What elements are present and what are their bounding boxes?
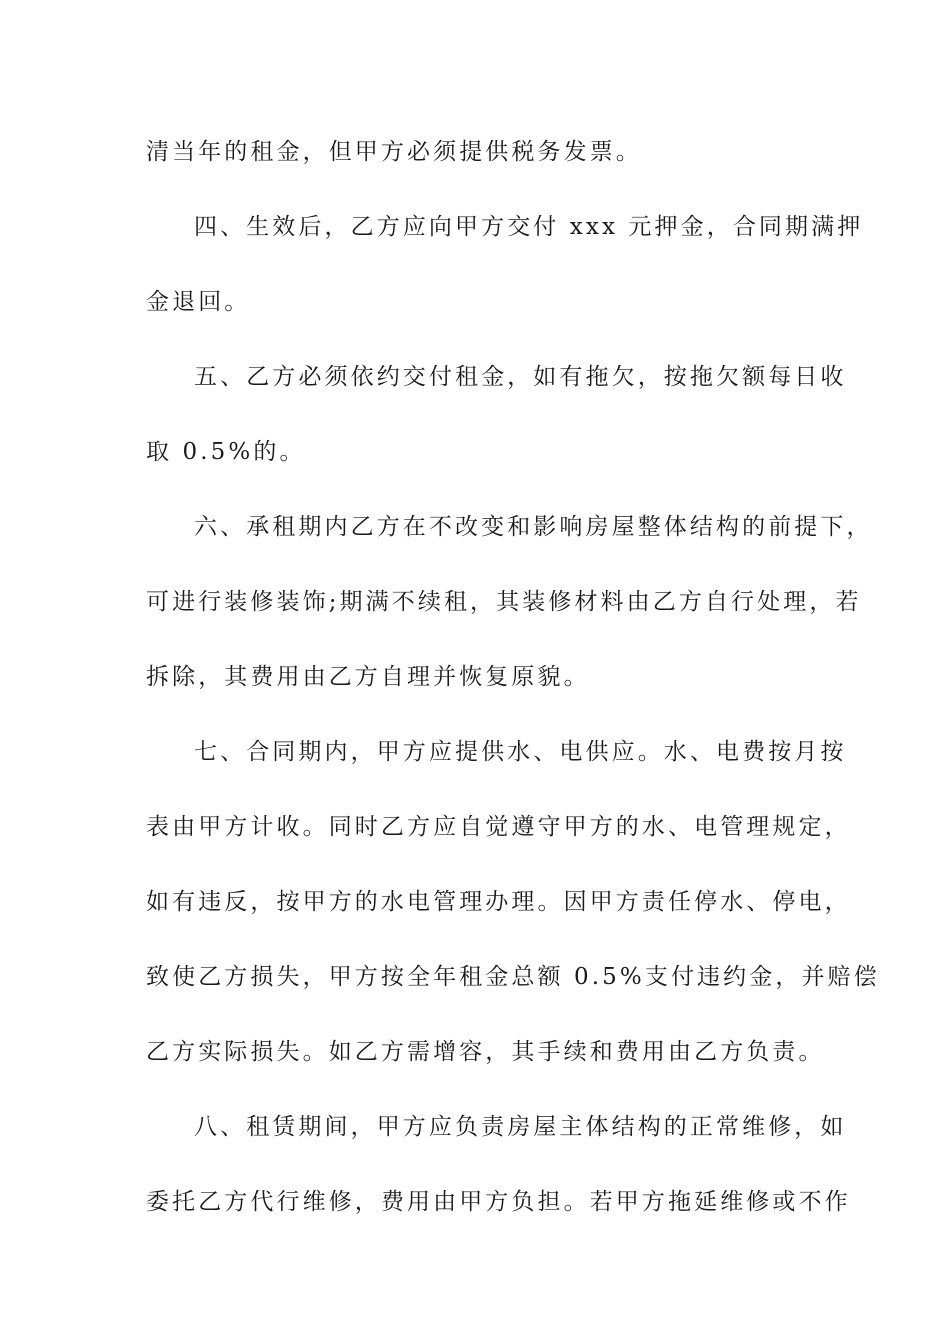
paragraph-line: 五、乙方必须依约交付租金，如有拖欠，按拖欠额每日收 — [194, 364, 847, 390]
text-line: 拆除，其费用由乙方自理并恢复原貌。 — [146, 664, 590, 690]
text-line: 致使乙方损失，甲方按全年租金总额 0.5%支付违约金，并赔偿 — [146, 964, 880, 990]
text-line: 表由甲方计收。同时乙方应自觉遵守甲方的水、电管理规定， — [146, 814, 851, 840]
text-line: 清当年的租金，但甲方必须提供税务发票。 — [146, 139, 642, 165]
paragraph-line: 四、生效后，乙方应向甲方交付 xxx 元押金，合同期满押 — [194, 214, 864, 240]
text-line: 可进行装修装饰;期满不续租，其装修材料由乙方自行处理，若 — [146, 589, 862, 615]
text-line: 委托乙方代行维修，费用由甲方负担。若甲方拖延维修或不作 — [146, 1189, 851, 1215]
paragraph-line: 八、租赁期间，甲方应负责房屋主体结构的正常维修，如 — [194, 1114, 847, 1140]
text-line: 取 0.5%的。 — [146, 439, 306, 465]
paragraph-line: 六、承租期内乙方在不改变和影响房屋整体结构的前提下， — [194, 514, 873, 540]
text-line: 乙方实际损失。如乙方需增容，其手续和费用由乙方负责。 — [146, 1039, 825, 1065]
text-line: 如有违反，按甲方的水电管理办理。因甲方责任停水、停电， — [146, 889, 851, 915]
text-line: 金退回。 — [146, 289, 251, 315]
paragraph-line: 七、合同期内，甲方应提供水、电供应。水、电费按月按 — [194, 739, 847, 765]
